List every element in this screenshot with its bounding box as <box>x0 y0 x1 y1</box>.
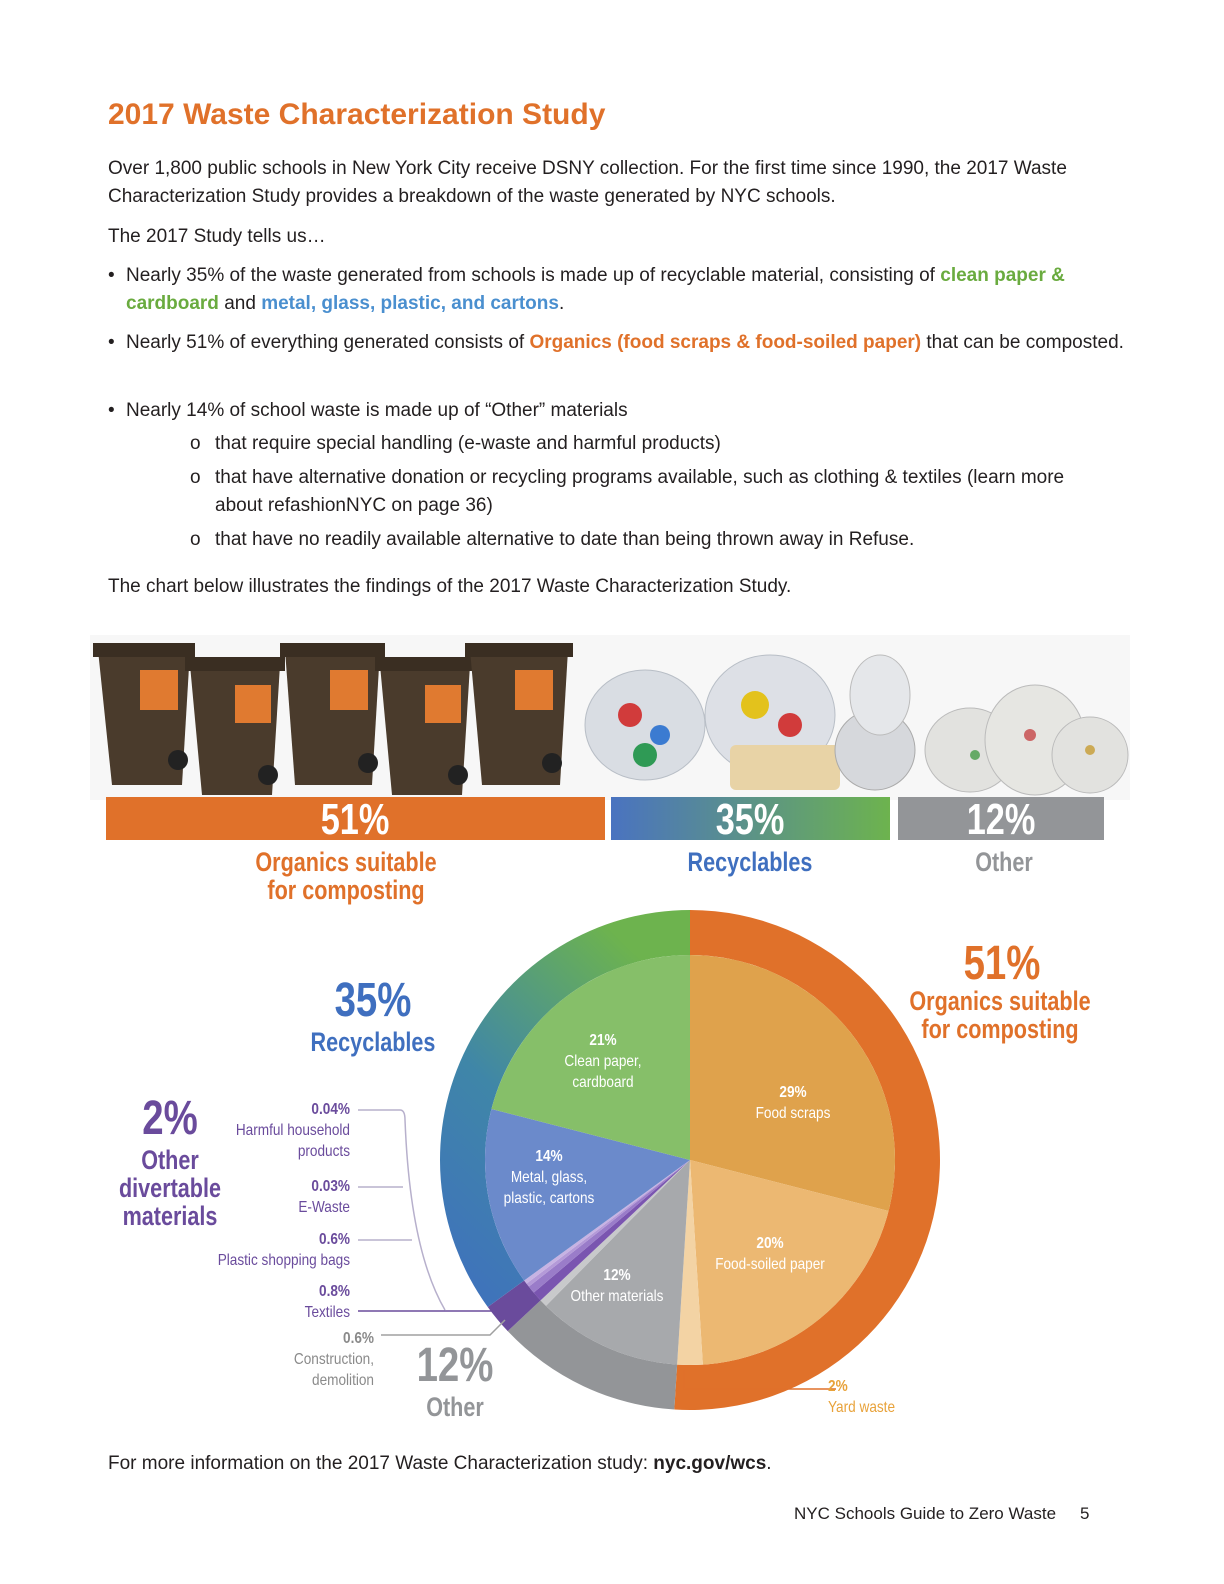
group-label-recyclables: Recyclables <box>310 1027 436 1057</box>
highlight-green: clean paper & cardboard <box>126 265 1065 314</box>
text: Nearly 51% of everything generated consists of <box>126 332 530 353</box>
pct: 0.8% <box>319 1283 350 1300</box>
text: that can be composted. <box>921 332 1124 353</box>
bar-pct: 12% <box>966 795 1036 844</box>
highlight-blue: metal, glass, plastic, and cartons <box>261 293 559 314</box>
label: Food-soiled paper <box>715 1256 825 1273</box>
intro-paragraph: Over 1,800 public schools in New York City receive DSNY collection. For the first time since 1990, the 2017 Waste Characterization Study provides a breakdown of the waste generated by NYC schools. <box>108 158 1067 207</box>
marker: o <box>190 433 201 454</box>
chart-intro: The chart below illustrates the findings of the 2017 Waste Characterization Study. <box>108 576 792 597</box>
label: Metal, glass, plastic, cartons <box>503 1169 595 1207</box>
footer-title: NYC Schools Guide to Zero Waste <box>794 1504 1057 1523</box>
bar-pct: 35% <box>716 795 785 844</box>
label: Clean paper, cardboard <box>564 1053 642 1091</box>
summary-label-recyclables: Recyclables <box>687 847 813 877</box>
pct: 29% <box>779 1084 807 1101</box>
label-harmful <box>214 1099 350 1162</box>
wcs-link[interactable]: nyc.gov/wcs <box>653 1453 767 1474</box>
pct: 21% <box>589 1032 617 1049</box>
text: that have alternative donation or recycling programs available, such as clothing & textiles (learn more about refashionNYC on page 36) <box>215 467 1065 516</box>
label: Construction, demolition <box>293 1351 374 1389</box>
label: Food scraps <box>755 1105 831 1122</box>
page-footer <box>794 1504 1090 1524</box>
label-bags <box>180 1229 350 1271</box>
group-label-divertable: Other divertable materials <box>118 1145 222 1231</box>
pct: 0.03% <box>311 1178 350 1195</box>
label-construction <box>281 1328 375 1391</box>
text: and <box>218 293 262 314</box>
page-title: 2017 Waste Characterization Study <box>108 98 606 131</box>
slice-label-other-materials <box>566 1265 668 1307</box>
pct: 20% <box>756 1235 784 1252</box>
group-pct-divertable: 2% <box>142 1092 198 1145</box>
text: that have no readily available alternative to date than being thrown away in Refuse. <box>215 529 915 550</box>
group-label-other: Other <box>426 1392 484 1422</box>
slice-label-metal <box>498 1146 600 1209</box>
summary-label-other: Other <box>975 847 1033 877</box>
bullet-recyclables: • Nearly 35% of the waste generated from schools is made up of recyclable material, consisting of clean paper & cardboard and metal, glass, plastic, and cartons. <box>108 265 1065 314</box>
group-pct-other: 12% <box>416 1339 494 1392</box>
text: . <box>558 293 565 314</box>
label: Harmful household products <box>235 1122 350 1160</box>
label-textiles <box>214 1281 350 1323</box>
bullet-other: • Nearly 14% of school waste is made up of “Other” materials <box>108 400 628 421</box>
label: Textiles <box>304 1304 350 1321</box>
text: . <box>766 1453 772 1474</box>
label: Yard waste <box>828 1399 896 1416</box>
pct: 14% <box>535 1148 563 1165</box>
pct: 0.6% <box>343 1330 374 1347</box>
bullet-organics: • Nearly 51% of everything generated consists of Organics (food scraps & food-soiled paper) that can be composted. <box>108 332 1124 353</box>
text: that require special handling (e-waste and harmful products) <box>215 433 721 454</box>
pct: 0.04% <box>311 1101 350 1118</box>
label: E-Waste <box>298 1199 350 1216</box>
label-yard-waste <box>828 1376 905 1418</box>
text: Nearly 35% of the waste generated from schools is made up of recyclable material, consisting of <box>126 265 941 286</box>
text: Nearly 14% of school waste is made up of “Other” materials <box>126 400 628 421</box>
pct: 0.6% <box>319 1231 350 1248</box>
marker: o <box>190 467 201 488</box>
label: Other materials <box>570 1288 664 1305</box>
text: For more information on the 2017 Waste Characterization study: <box>108 1453 654 1474</box>
group-pct-recyclables: 35% <box>334 974 412 1027</box>
summary-label-organics: Organics suitable for composting <box>255 847 437 905</box>
group-label-organics: Organics suitable for composting <box>909 986 1091 1044</box>
pct: 2% <box>828 1378 848 1395</box>
slice-label-food-soiled <box>711 1233 830 1275</box>
group-pct-organics: 51% <box>963 937 1041 990</box>
label: Plastic shopping bags <box>217 1252 350 1269</box>
slice-label-food-scraps <box>742 1082 844 1124</box>
slice-label-clean-paper <box>552 1030 654 1093</box>
lead-text: The 2017 Study tells us… <box>108 226 326 247</box>
footer-info <box>108 1450 1108 1478</box>
pct: 12% <box>603 1267 631 1284</box>
label-ewaste <box>214 1176 350 1218</box>
page-number: 5 <box>1080 1504 1090 1523</box>
highlight-orange: Organics (food scraps & food-soiled paper) <box>529 332 922 353</box>
marker: o <box>190 529 201 550</box>
bar-pct: 51% <box>321 795 390 844</box>
